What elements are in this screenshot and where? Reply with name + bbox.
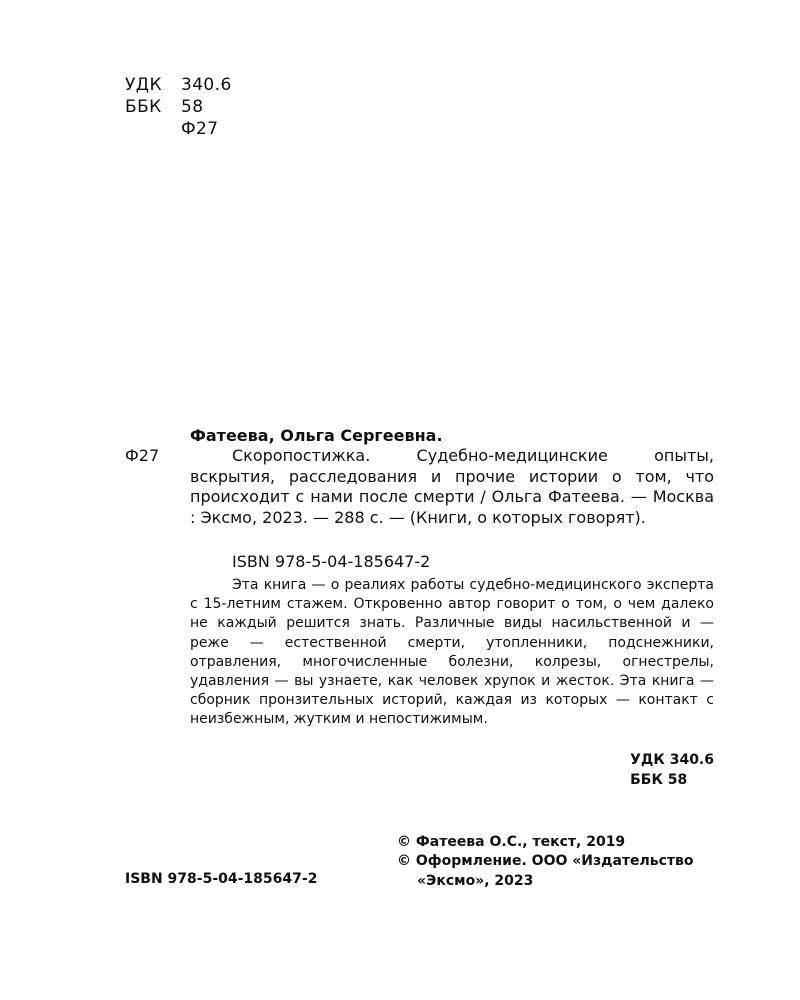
author-mark-value: Ф27	[181, 119, 219, 139]
udk-code	[125, 75, 232, 95]
author-mark-top	[125, 119, 218, 139]
copyright-text: © Фатеева О.С., текст, 2019	[397, 834, 626, 850]
author-mark: Ф27	[125, 446, 160, 465]
isbn: ISBN 978-5-04-185647-2	[232, 552, 431, 571]
bbk-line: ББК 58	[630, 772, 688, 788]
bibliographic-description: Скоропостижка. Судебно-медицинские опыты, вскрытия, расследования и прочие истории о том, что происходит с нами после смерти / Ольга Фатеева. — Москва : Эксмо, 2023. — 288 с. — (Книги, о которых говорят).	[190, 446, 714, 527]
copyright-design: © Оформление. ООО «Издательство	[397, 853, 694, 869]
isbn-bottom: ISBN 978-5-04-185647-2	[125, 871, 318, 887]
bbk-code	[125, 97, 203, 117]
bbk-value: 58	[181, 97, 204, 117]
author-heading: Фатеева, Ольга Сергеевна.	[190, 426, 443, 445]
copyright-publisher: «Эксмо», 2023	[417, 873, 534, 889]
udk-line: УДК 340.6	[630, 752, 714, 768]
copyright-design-cont	[397, 871, 533, 891]
abstract: Эта книга — о реалиях работы судебно-медицинского эксперта с 15-летним стажем. Откровенно автор говорит о том, о чем далеко не каждый решится знать. Различные виды насильственной и — реже — естественной смерти, утопленники, подснежники, отравления, многочисленные болезни, колрезы, огнестрелы, удавления — вы узнаете, как человек хрупок и жесток. Эта книга — сборник пронзительных историй, каждая из которых — контакт с неизбежным, жутким и непостижимым.	[190, 577, 714, 728]
bbk-label: ББК	[125, 97, 162, 117]
classification-codes	[630, 750, 714, 790]
udk-label: УДК	[125, 75, 162, 95]
udk-value: 340.6	[181, 75, 232, 95]
